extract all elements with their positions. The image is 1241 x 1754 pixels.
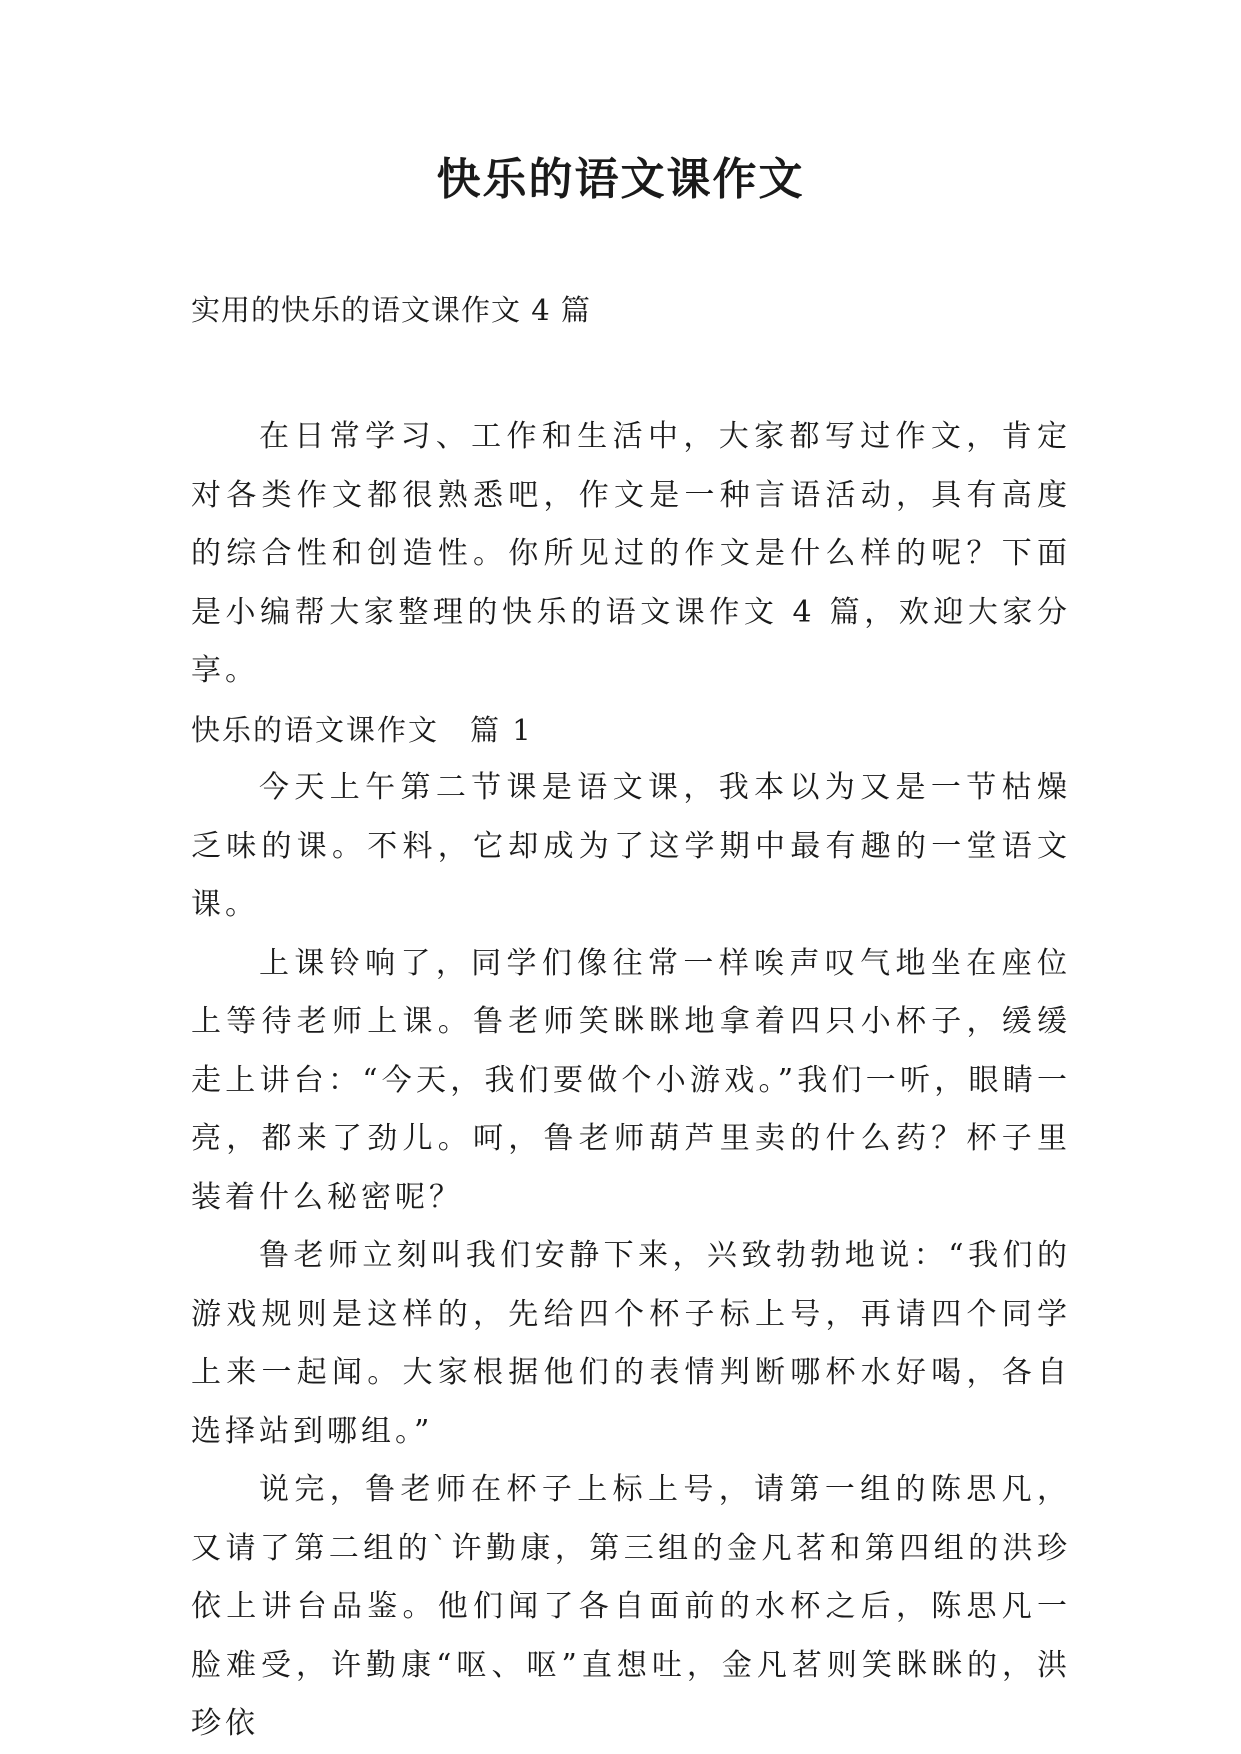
body-paragraph: 今天上午第二节课是语文课，我本以为又是一节枯燥乏味的课。不料，它却成为了这学期中最有趣的一堂语文课。 [191,770,1071,922]
body-paragraph: 上课铃响了，同学们像往常一样唉声叹气地坐在座位上等待老师上课。鲁老师笑眯眯地拿着四只小杯子，缓缓走上讲台：“今天，我们要做个小游戏。”我们一听，眼睛一亮，都来了劲儿。呵，鲁老师葫芦里卖的什么药？杯子里装着什么秘密呢？ [191,945,1071,1215]
intro-paragraph: 在日常学习、工作和生活中，大家都写过作文，肯定对各类作文都很熟悉吧，作文是一种言语活动，具有高度的综合性和创造性。你所见过的作文是什么样的呢？下面是小编帮大家整理的快乐的语文课作文 4 篇，欢迎大家分享。 [191,419,1071,688]
document-subtitle: 实用的快乐的语文课作文 4 篇 [191,293,591,327]
section-heading: 快乐的语文课作文 篇 1 [191,712,533,747]
body-paragraph: 鲁老师立刻叫我们安静下来，兴致勃勃地说：“我们的游戏规则是这样的，先给四个杯子标上号，再请四个同学上来一起闻。大家根据他们的表情判断哪杯水好喝，各自选择站到哪组。” [191,1238,1071,1449]
body-paragraph: 说完，鲁老师在杯子上标上号，请第一组的陈思凡，又请了第二组的`许勤康，第三组的金凡茗和第四组的洪珍依上讲台品鉴。他们闻了各自面前的水杯之后，陈思凡一脸难受，许勤康“呕、呕”直想吐，金凡茗则笑眯眯的，洪珍依 [191,1472,1071,1741]
document-body [191,408,1071,1754]
document-title: 快乐的语文课作文 [436,154,805,205]
